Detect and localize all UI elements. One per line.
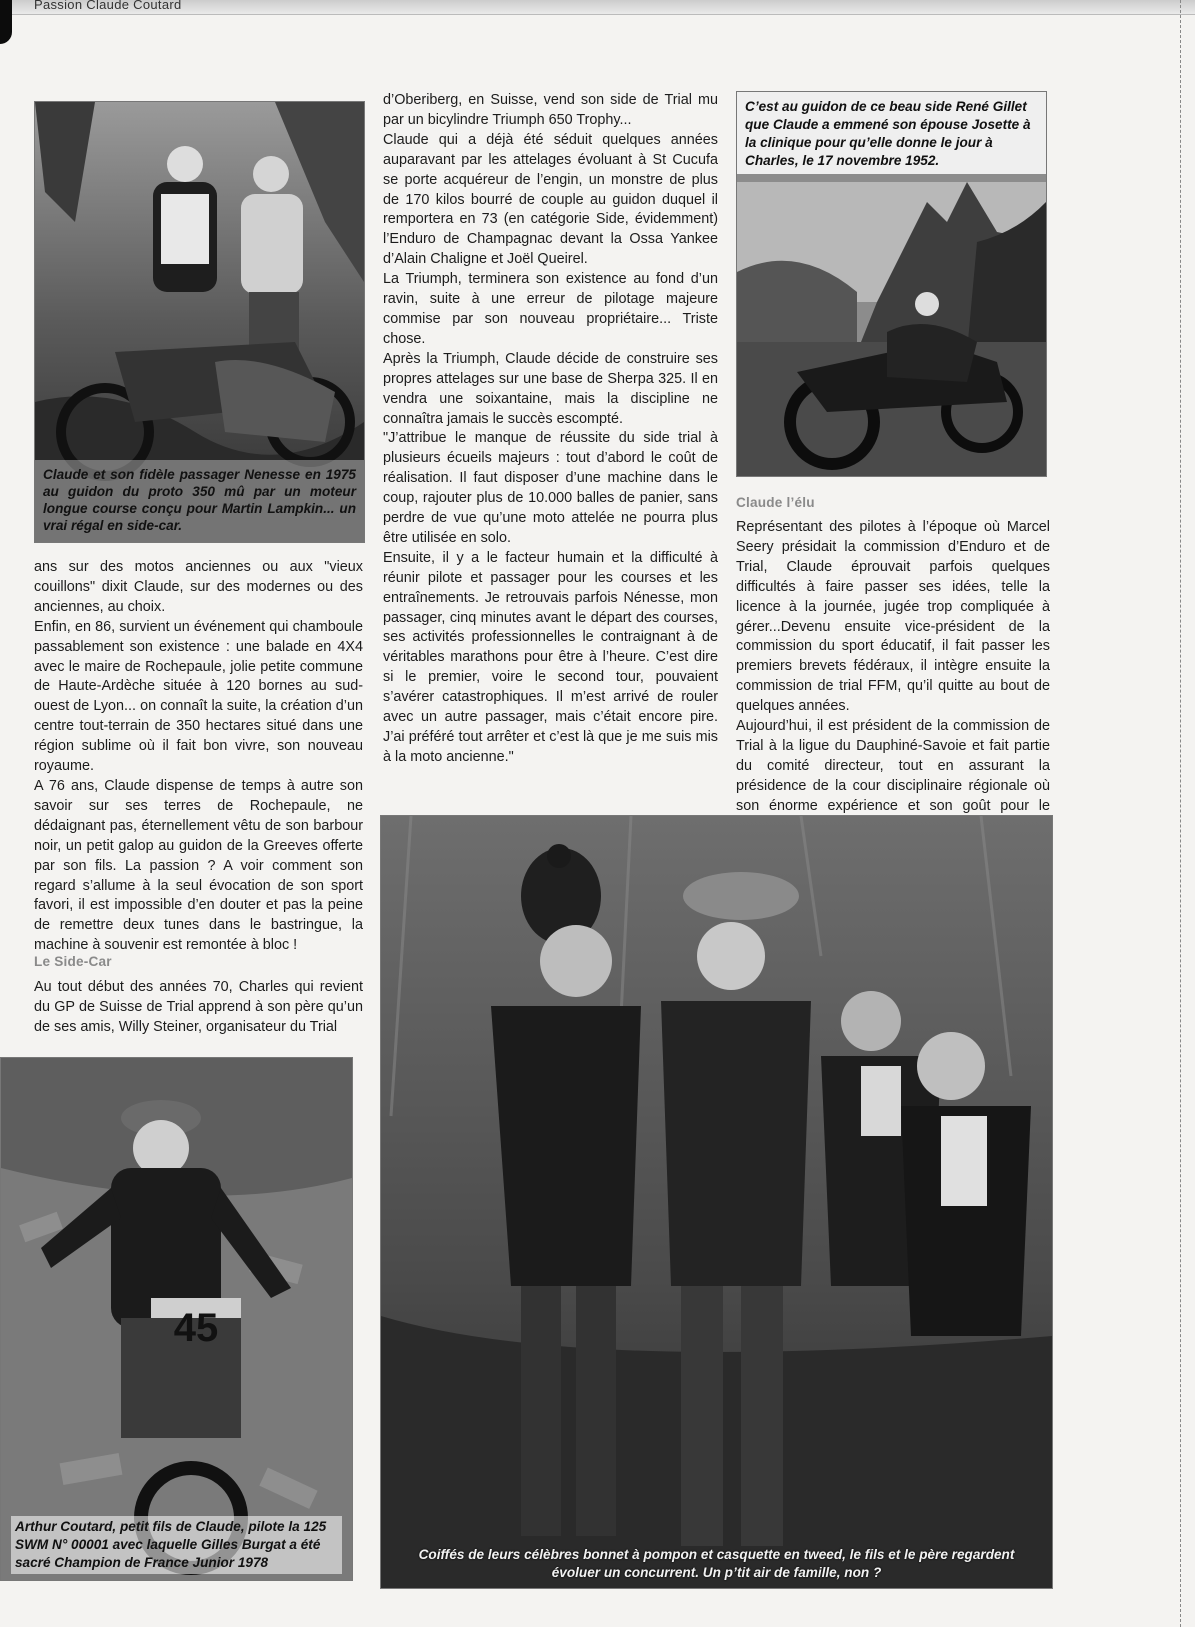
photo-caption: C’est au guidon de ce beau side René Gillet que Claude a emmené son épouse Josette à la clinique pour qu’elle donne le jour à Charles, le 17 novembre 1952. bbox=[737, 92, 1046, 174]
photo-rene-gillet-side bbox=[736, 91, 1047, 477]
paragraph: Claude qui a déjà été séduit quelques années auparavant par les attelages évoluant à St Cucufa se porte acquéreur de l’engin, un monstre de plus de 170 kilos bourré de couple au guidon duquel il remportera en 73 (en catégorie Side, évidemment) l’Enduro de Champagnac devant la Ossa Yankee d’Alain Chaligne et Joël Queirel. bbox=[383, 131, 718, 268]
photo-sidecar-1975 bbox=[34, 101, 365, 543]
page-edge-perforation bbox=[1180, 0, 1183, 1627]
paragraph: Après la Triumph, Claude décide de construire ses propres attelages sur une base de Sherpa 325. Il en vendra une soixantaine, mais la discipline ne connaîtra jamais le succès escompté. bbox=[383, 350, 718, 427]
article-column-1 bbox=[34, 558, 363, 956]
paragraph: Aujourd’hui, il est président de la commission de Trial à la ligue du Dauphiné-Savoie et fait partie du comité directeur, tout en assurant la présidence de la cour disciplinaire régionale où son énorme expérience et son goût pour le bbox=[736, 718, 1050, 814]
photo-arthur-coutard bbox=[0, 1057, 353, 1581]
photo-group-spectators bbox=[380, 815, 1053, 1589]
number-plate: 45 bbox=[173, 1306, 219, 1350]
subhead-claude-elu: Claude l’élu bbox=[736, 495, 815, 510]
paragraph: Au tout début des années 70, Charles qui revient du GP de Suisse de Trial apprend à son père qu’un de ses amis, Willy Steiner, organisateur du Trial bbox=[34, 979, 363, 1035]
paragraph: Ensuite, il y a le facteur humain et la difficulté à réunir pilote et passager pour les courses et les entraînements. Je retrouvais parfois Nénesse, mon passager, cinq minutes avant le départ des courses, ses activités professionnelles le contraignant à de véritables marathons pour être à l’heure. C’est dire si le premier, voire le second tour, pouvaient s’avérer catastrophiques. Il m’est arrivé de rouler avec un autre passager, mais c’était encore pire. J’ai préféré tout arrêter et c’est là que je me suis mis à la moto ancienne." bbox=[383, 549, 718, 765]
article-column-3 bbox=[736, 518, 1050, 837]
photo-caption: Arthur Coutard, petit fils de Claude, pilote la 125 SWM N° 00001 avec laquelle Gilles Burgat a été sacré Champion de France Junior 1978 bbox=[11, 1516, 342, 1574]
paragraph: d’Oberiberg, en Suisse, vend son side de Trial mu par un bicylindre Triumph 650 Trophy... bbox=[383, 92, 718, 128]
page-corner-tab bbox=[0, 0, 12, 44]
paragraph: "J’attribue le manque de réussite du side trial à plusieurs écueils majeurs : tout d’abord le coût de réalisation. Il faut disposer d’une machine dans le coup, rajouter plus de 10.000 balles de panier, sans perdre de vue qu’une moto attelée ne pourra plus être utilisée en solo. bbox=[383, 430, 718, 546]
photo-caption: Claude et son fidèle passager Nenesse en 1975 au guidon du proto 350 mû par un moteur longue course conçu pour Martin Lampkin... un vrai régal en side-car. bbox=[35, 460, 364, 542]
paragraph: ans sur des motos anciennes ou aux "vieux couillons" dixit Claude, sur des modernes ou des anciennes, au choix. bbox=[34, 559, 363, 615]
group-illustration bbox=[381, 816, 1052, 1588]
paragraph: La Triumph, terminera son existence au fond d’un ravin, suite à une erreur de pilotage majeure commise par son nouveau propriétaire... Triste chose. bbox=[383, 271, 718, 347]
paragraph: Représentant des pilotes à l’époque où Marcel Seery présidait la commission d’Enduro et de Trial, Claude éprouvait parfois quelques difficultés à faire passer ses idées, telle la licence à la journée, jugée trop compliquée à gérer...Devenu ensuite vice-président de la commission du sport éducatif, il fait passer les premiers brevets fédéraux, il intègre ensuite la commission de trial FFM, qu’il quitte au bout de quelques années. bbox=[736, 519, 1050, 715]
photo-caption: Coiffés de leurs célèbres bonnet à pompon et casquette en tweed, le fils et le père regardent évoluer un concurrent. Un p’tit air de famille, non ? bbox=[418, 1547, 1015, 1580]
subhead-side-car: Le Side-Car bbox=[34, 954, 112, 969]
article-column-2 bbox=[383, 91, 718, 768]
paragraph: Enfin, en 86, survient un événement qui chamboule passablement son existence : une balade en 4X4 avec le maire de Rochepaule, jolie petite commune de Haute-Ardèche située à 120 bornes au sud-ouest de Lyon... on connaît la suite, la création d’un centre tout-terrain de 350 hectares situé dans une région sublime où il fait bon vivre, son nouveau royaume. bbox=[34, 618, 363, 775]
paragraph: A 76 ans, Claude dispense de temps à autre son savoir sur ses terres de Rochepaule, ne dédaignant pas, éternellement vêtu de son barbour noir, un petit galop au guidon de la Greeves offerte par son fils. La passion ? A voir comment son regard s’allume à la seul évocation de son sport favori, il est impossible d’en douter et pas la peine de remettre deux tunes dans le bastringue, la machine à souvenir est remontée à bloc ! bbox=[34, 777, 363, 954]
running-head: Passion Claude Coutard bbox=[34, 0, 182, 12]
article-column-1-sidecar bbox=[34, 978, 363, 1038]
